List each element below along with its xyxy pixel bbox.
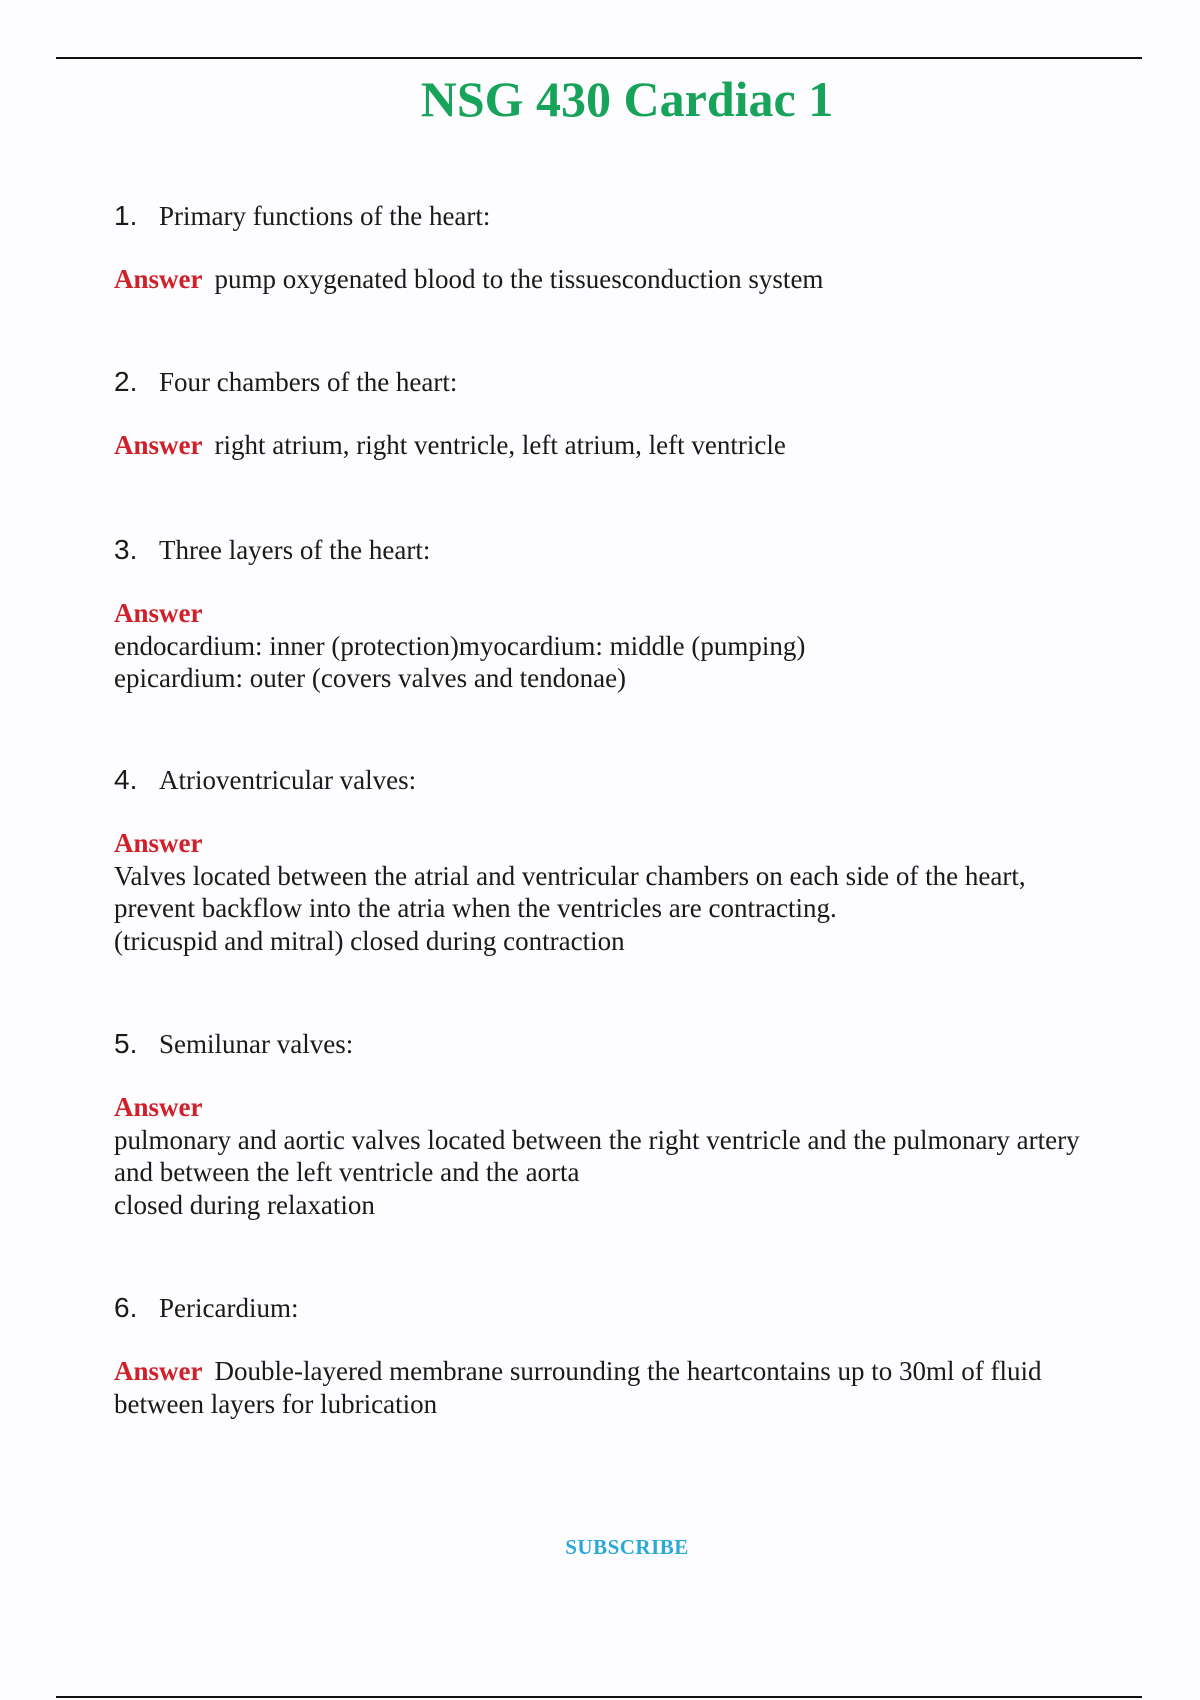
question-text: Three layers of the heart: [159,535,431,565]
question-number: 4. [114,764,138,795]
question [114,1292,1134,1324]
top-rule [56,57,1142,59]
answer-text: between layers for lubrication [114,1388,438,1419]
answer-line: epicardium: outer (covers valves and tendonae) [114,663,627,693]
answer-line: pulmonary and aortic valves located between the right ventricle and the pulmonary artery [114,1124,1080,1155]
qa-item-2 [114,366,1134,462]
answer-label: Answer [114,598,203,628]
question [114,534,1134,566]
answer [114,429,1134,462]
question [114,764,1134,796]
answer-line: prevent backflow into the atria when the ventricles are contracting. [114,893,837,923]
answer-label: Answer [114,430,203,460]
answer-text: Double-layered membrane surrounding the heartcontains up to 30ml of fluid [214,1356,1042,1386]
bottom-rule [56,1696,1142,1698]
question [114,1028,1134,1060]
answer-label: Answer [114,828,203,858]
answer [114,263,1134,296]
question-text: Atrioventricular valves: [159,765,417,795]
answer [114,1355,1134,1420]
subscribe-link[interactable]: SUBSCRIBE [565,1535,689,1559]
qa-item-4 [114,764,1134,957]
answer-line: closed during relaxation [114,1189,375,1220]
question-number: 6. [114,1292,138,1323]
answer-text: right atrium, right ventricle, left atrium, left ventricle [214,430,786,460]
qa-item-5 [114,1028,1134,1221]
answer-label: Answer [114,1092,203,1122]
page-title: NSG 430 Cardiac 1 [420,71,834,127]
question-number: 3. [114,534,138,565]
answer-line: Valves located between the atrial and ventricular chambers on each side of the heart, [114,860,1026,891]
question-text: Four chambers of the heart: [159,367,458,397]
question-number: 2. [114,366,138,397]
answer [114,597,1134,695]
qa-item-3 [114,534,1134,695]
answer-line: endocardium: inner (protection)myocardium: middle (pumping) [114,630,806,661]
question [114,366,1134,398]
question-number: 5. [114,1028,138,1059]
question-number: 1. [114,200,138,231]
answer-line: (tricuspid and mitral) closed during contraction [114,925,625,956]
answer-line: and between the left ventricle and the aorta [114,1157,580,1187]
question-text: Primary functions of the heart: [159,201,491,231]
question [114,200,1134,232]
answer-label: Answer [114,1356,203,1386]
answer-text: pump oxygenated blood to the tissuesconduction system [214,264,824,294]
answer [114,827,1134,957]
qa-item-6 [114,1292,1134,1420]
question-text: Semilunar valves: [159,1029,354,1059]
question-text: Pericardium: [159,1293,299,1323]
answer [114,1091,1134,1221]
qa-item-1 [114,200,1134,296]
answer-label: Answer [114,264,203,294]
